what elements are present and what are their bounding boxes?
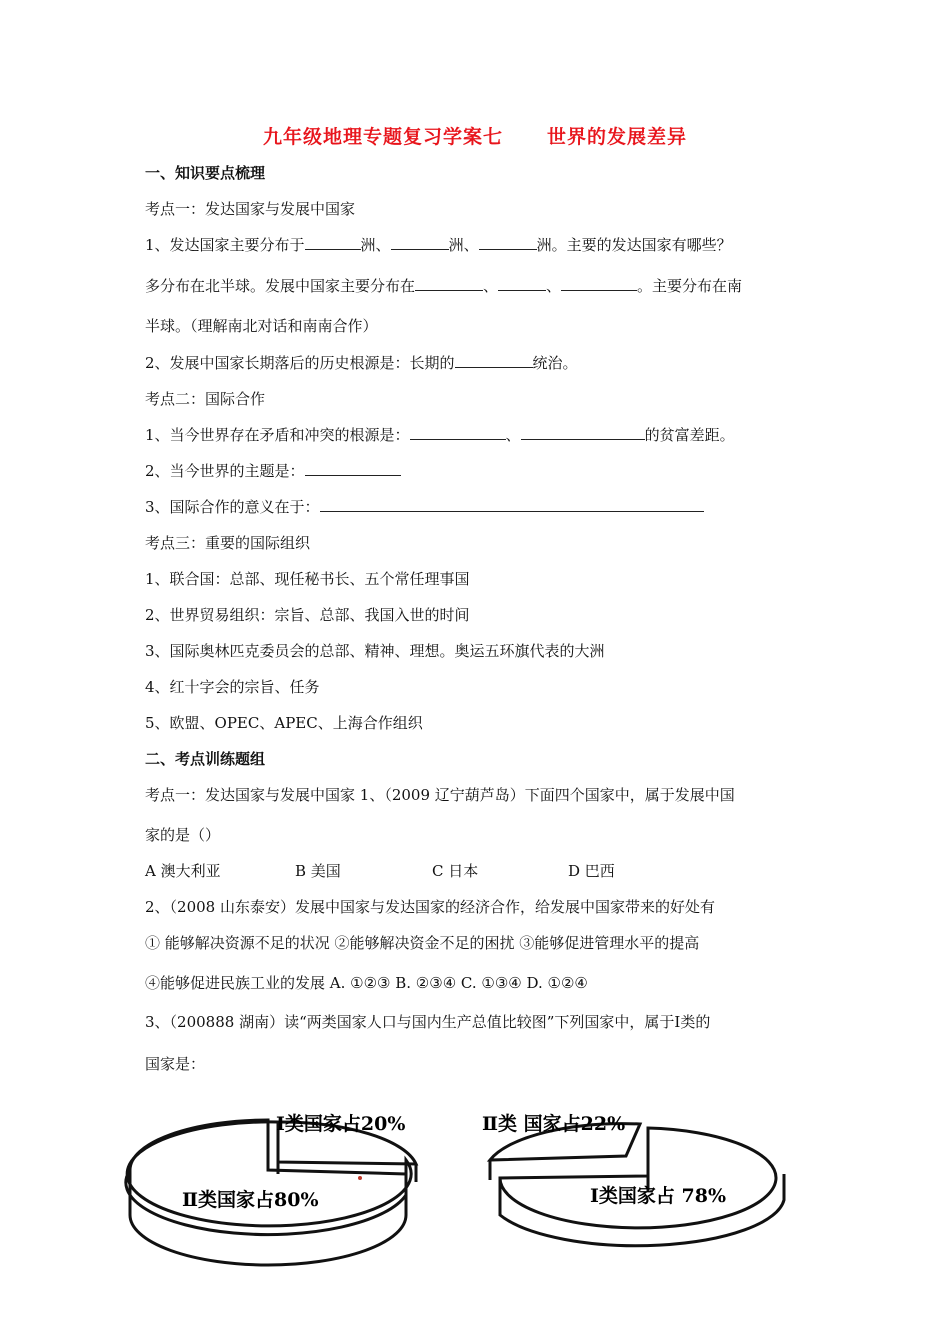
s2-q2-line2: ① 能够解决资源不足的状况 ②能够解决资金不足的困扰 ③能够促进管理水平的提高 — [145, 934, 700, 952]
option-b[interactable]: B 美国 — [295, 862, 341, 880]
k2-q2: 2、当今世界的主题是： — [145, 461, 401, 481]
fill-blank[interactable] — [410, 425, 506, 440]
pie-left-label-80: Ⅱ类国家占80% — [182, 1189, 319, 1211]
fill-blank[interactable] — [498, 276, 546, 291]
pie-right-label-22: Ⅱ类 国家占22% — [482, 1113, 626, 1135]
option-a[interactable]: A 澳大利亚 — [145, 862, 221, 880]
pie-left-label-20: Ⅰ类国家占20% — [276, 1113, 406, 1135]
fill-blank[interactable] — [521, 425, 645, 440]
k2-q1: 1、当今世界存在矛盾和冲突的根源是： 、 的贫富差距。 — [145, 426, 735, 444]
k3-item: 2、世界贸易组织：宗旨、总部、我国入世的时间 — [145, 606, 470, 624]
pie-chart-left — [126, 1112, 416, 1265]
fill-blank[interactable] — [479, 235, 537, 250]
k1-q2: 2、发展中国家长期落后的历史根源是：长期的 统治。 — [145, 354, 578, 372]
fill-blank[interactable] — [391, 235, 449, 250]
title-main: 九年级地理专题复习学案七 — [262, 126, 503, 148]
pie-chart-right — [482, 1112, 784, 1246]
fill-blank[interactable] — [305, 461, 401, 476]
title-sub: 世界的发展差异 — [547, 126, 688, 148]
k1-q1-line2: 多分布在北半球。发展中国家主要分布在 、 、 。主要分布在南 — [145, 277, 743, 295]
topic3-label: 考点三：重要的国际组织 — [145, 534, 311, 552]
fill-blank[interactable] — [561, 276, 637, 291]
section-heading-1: 一、知识要点梳理 — [145, 164, 266, 182]
s2-q1-line1: 考点一：发达国家与发展中国家 1、（2009 辽宁葫芦岛）下面四个国家中，属于发展中国 — [145, 786, 735, 804]
option-d[interactable]: D 巴西 — [568, 862, 615, 880]
s2-q1-options — [145, 861, 615, 881]
pie-charts-figure — [120, 1100, 820, 1280]
fill-blank[interactable] — [415, 276, 483, 291]
s2-q1-line2: 家的是（） — [145, 826, 221, 844]
pie-right-label-78: Ⅰ类国家占 78% — [590, 1185, 726, 1207]
k3-item: 1、联合国：总部、现任秘书长、五个常任理事国 — [145, 570, 470, 588]
k1-q1-line3: 半球。（理解南北对话和南南合作） — [145, 317, 378, 335]
topic2-label: 考点二：国际合作 — [145, 390, 266, 408]
section-heading-2: 二、考点训练题组 — [145, 750, 266, 768]
s2-q3-line2: 国家是： — [145, 1055, 206, 1073]
topic1-label: 考点一：发达国家与发展中国家 — [145, 200, 356, 218]
page-title — [0, 122, 950, 149]
s2-q2-line1: 2、（2008 山东泰安）发展中国家与发达国家的经济合作，给发展中国家带来的好处有 — [145, 898, 715, 916]
s2-q2-line3: ④能够促进民族工业的发展 A. ①②③ B. ②③④ C. ①③④ D. ①②④ — [145, 974, 588, 992]
k1-q1-line1: 1、发达国家主要分布于 洲、 洲、 洲。主要的发达国家有哪些？ — [145, 236, 732, 254]
k3-item: 3、国际奥林匹克委员会的总部、精神、理想。奥运五环旗代表的大洲 — [145, 642, 605, 660]
fill-blank[interactable] — [455, 353, 533, 368]
fill-blank[interactable] — [320, 497, 704, 512]
s2-q3-line1: 3、（200888 湖南）读“两类国家人口与国内生产总值比较图”下列国家中，属于Ⅰ类的 — [145, 1013, 711, 1031]
pie-right-slice-78 — [500, 1128, 776, 1228]
k2-q3: 3、国际合作的意义在于： — [145, 497, 704, 517]
k3-item: 4、红十字会的宗旨、任务 — [145, 678, 320, 696]
option-c[interactable]: C 日本 — [432, 862, 479, 880]
k3-item: 5、欧盟、OPEC、APEC、上海合作组织 — [145, 714, 423, 732]
fill-blank[interactable] — [305, 235, 361, 250]
